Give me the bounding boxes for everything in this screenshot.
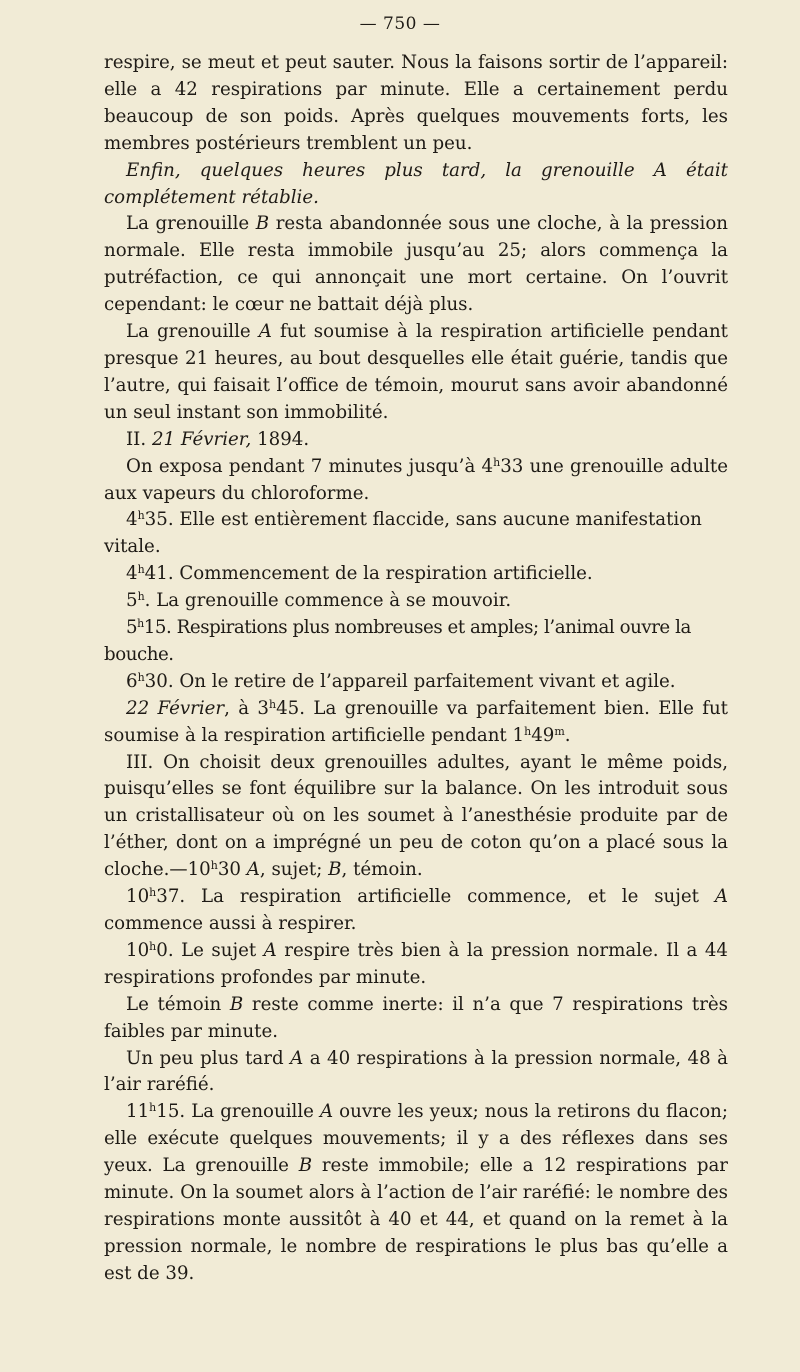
section-iii: III. On choisit deux grenouilles adultes, ayant le même poids, puisqu’elles se font équilibre sur la balance. On les introduit sous un cristallisateur où on les soumet à l’anesthésie produite par de l’éther, dont on a imprégné un peu de coton qu’on a placé sous la cloche.—10$^h$30 A, sujet; B, témoin. [104,751,728,881]
paragraph-1: respire, se meut et peut sauter. Nous la faisons sortir de l’appareil: elle a 42 respirations par minute. Elle a certainement perdu beaucoup de son poids. Après quelques mouvements forts, les membres postérieurs tremblent un peu. [104,52,728,154]
paragraph-2 [104,158,728,212]
italic-sentence: Enfin, quelques heures plus tard, la grenouille A était complétement rétablie. [104,159,728,208]
frog-b-label: B [255,213,270,235]
page-number: — 750 — [359,14,441,34]
date-22-fevrier: 22 Février [126,697,225,719]
paragraph-11: 6$^h$30. On le retire de l’appareil parfaitement vivant et agile. [126,670,676,692]
paragraph-17: Un peu plus tard A a 40 respirations à la pression normale, 48 à l’air raréfié. [104,1047,729,1096]
paragraph-9: 5$^h$. La grenouille commence à se mouvoir. [126,590,512,612]
paragraph-6: On exposa pendant 7 minutes jusqu’à 4$^h$33 une grenouille adulte aux vapeurs du chloroforme. [104,455,728,504]
paragraph-15: 10$^h$0. Le sujet A respire très bien à la pression normale. Il a 44 respirations profondes par minute. [104,939,728,988]
paragraph-14: 10$^h$37. La respiration artificielle commence, et le sujet A commence aussi à respirer. [104,886,728,934]
frog-a-label: A [258,321,272,343]
paragraph-12: 22 Février, à 3$^h$45. La grenouille va parfaitement bien. Elle fut soumise à la respiration artificielle pendant 1$^h$49$^m$. [104,697,728,746]
paragraph-4: La grenouille A fut soumise à la respiration artificielle pendant presque 21 heures, au bout desquelles elle était guérie, tandis que l’autre, qui faisait l’office de témoin, mourut sans avoir abandonné un seul instant son immobilité. [104,321,728,423]
paragraph-7: 4$^h$35. Elle est entièrement flaccide, sans aucune manifestation vitale. [104,509,702,558]
paragraph-18: 11$^h$15. La grenouille A ouvre les yeux; nous la retirons du flacon; elle exécute quelques mouvements; il y a des réflexes dans ses yeux. La grenouille B reste immobile; elle a 12 respirations par minute. On la soumet alors à l’action de l’air raréfié: le nombre des respirations monte aussitôt à 40 et 44, et quand on la remet à la pression normale, le nombre de respirations le plus bas qu’elle a est de 39. [104,1101,729,1284]
paragraph-8: 4$^h$41. Commencement de la respiration artificielle. [126,563,593,585]
body-text [104,50,728,1288]
paragraph-10: 5$^h$15. Respirations plus nombreuses et amples; l’animal ouvre la bouche. [104,617,691,665]
section-date: 21 Février, [151,428,252,450]
section-heading-ii: II. 21 Février, 1894. [126,428,310,450]
paragraph-16: Le témoin B reste comme inerte: il n’a que 7 respirations très faibles par minute. [104,993,728,1042]
paragraph-3: La grenouille B resta abandonnée sous une cloche, à la pression normale. Elle resta immobile jusqu’au 25; alors commença la putréfaction, ce qui annonçait une mort certaine. On l’ouvrit cependant: le cœur ne battait déjà plus. [104,213,728,316]
